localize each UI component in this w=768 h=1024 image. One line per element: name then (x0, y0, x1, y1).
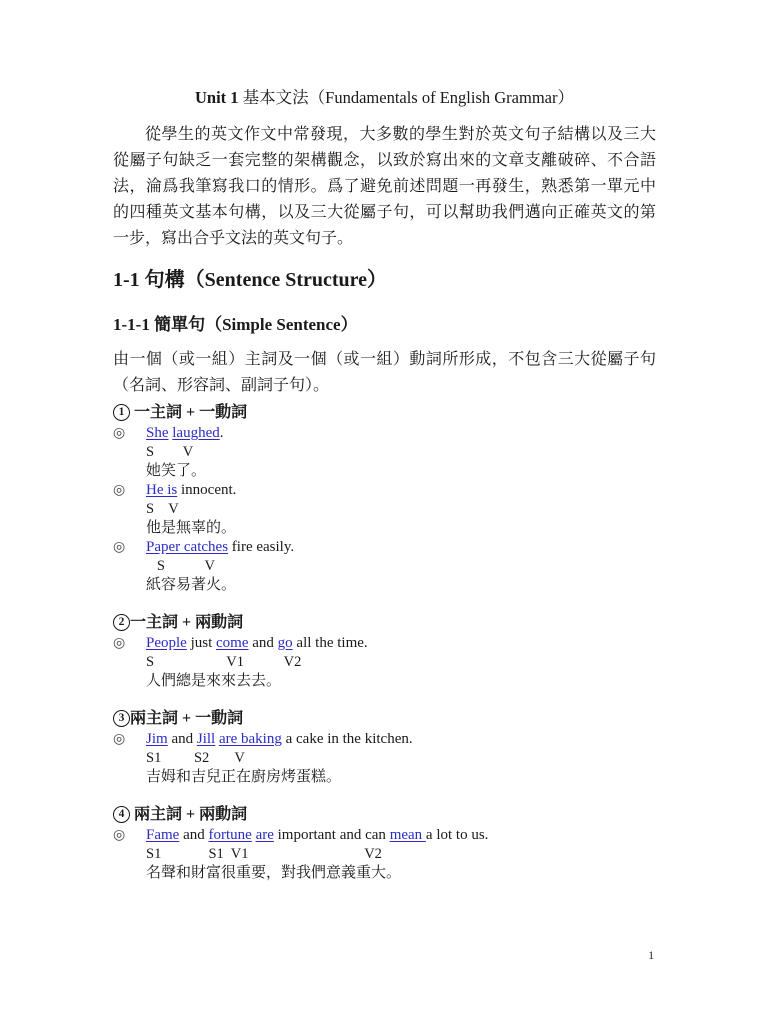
title-en: （Fundamentals of English Grammar） (308, 88, 574, 107)
sentence-text: all the time. (292, 635, 368, 651)
highlighted-word: laughed (172, 425, 220, 441)
example-sentence (146, 730, 413, 749)
translation: 他是無辜的。 (146, 520, 237, 536)
circled-number-icon: 4 (113, 806, 130, 823)
pattern-block-1 (113, 402, 656, 595)
highlighted-word: are (255, 827, 274, 843)
example (113, 634, 656, 691)
title-unit: Unit 1 (194, 88, 239, 107)
page-number: 1 (648, 950, 654, 962)
highlighted-word: come (216, 635, 249, 651)
pattern-block-4 (113, 804, 656, 883)
page-title (113, 86, 656, 110)
example (113, 481, 656, 538)
circled-number-icon: 1 (113, 404, 130, 421)
sentence-text: a cake in the kitchen. (281, 731, 413, 747)
circled-number-icon: 3 (113, 710, 130, 727)
intro-paragraph: 從學生的英文作文中常發現，大多數的學生對於英文句子結構以及三大從屬子句缺乏一套完整的架構觀念，以致於寫出來的文章支離破碎、不合語法，淪爲我筆寫我口的情形。爲了避免前述問題一再發生，熟悉第一單元中的四種英文基本句構，以及三大從屬子句，可以幫助我們邁向正確英文的第一步，寫出合乎文法的英文句子。 (113, 126, 656, 247)
double-circle-bullet-icon: ◎ (113, 732, 126, 747)
example-sentence (146, 538, 294, 557)
example (113, 826, 656, 883)
double-circle-bullet-icon: ◎ (113, 540, 126, 555)
highlighted-word: He is (146, 482, 178, 498)
translation: 人們總是來來去去。 (146, 673, 282, 689)
highlighted-word: go (277, 635, 293, 651)
pattern-heading (113, 708, 656, 729)
highlighted-word: mean (389, 827, 426, 843)
pattern-block-2 (113, 612, 656, 691)
sentence-text: . (219, 425, 224, 441)
pattern-label: 一主詞 + 兩動詞 (130, 614, 244, 631)
grammar-role-labels: S V1 V2 (146, 654, 302, 670)
example (113, 538, 656, 595)
definition-paragraph: 由一個（或一組）主詞及一個（或一組）動詞所形成，不包含三大從屬子句（名詞、形容詞、副詞子句）。 (113, 351, 656, 394)
sentence-text: innocent. (177, 482, 237, 498)
circled-number-icon: 2 (113, 614, 130, 631)
highlighted-word: Fame (146, 827, 180, 843)
example (113, 730, 656, 787)
example-sentence (146, 634, 368, 653)
double-circle-bullet-icon: ◎ (113, 636, 126, 651)
grammar-role-labels: S1 S1 V1 V2 (146, 846, 382, 862)
highlighted-word: Paper catches (146, 539, 229, 555)
example-sentence (146, 826, 488, 845)
title-zh: 基本文法 (238, 88, 309, 107)
highlighted-word: Jim (146, 731, 168, 747)
pattern-heading (113, 612, 656, 633)
highlighted-word: fortune (208, 827, 252, 843)
example (113, 424, 656, 481)
pattern-label: 兩主詞 + 一動詞 (130, 710, 244, 727)
grammar-role-labels: S V (146, 444, 194, 460)
example-sentence (146, 424, 223, 443)
translation: 她笑了。 (146, 463, 207, 479)
sentence-text: and (179, 827, 209, 843)
sentence-text: a lot to us. (425, 827, 489, 843)
grammar-role-labels: S V (146, 501, 179, 517)
pattern-heading (113, 402, 656, 423)
highlighted-word: Jill (196, 731, 216, 747)
pattern-label: 兩主詞 + 兩動詞 (130, 806, 248, 823)
example-sentence (146, 481, 236, 500)
pattern-heading (113, 804, 656, 825)
highlighted-word: People (146, 635, 187, 651)
translation: 紙容易著火。 (146, 577, 237, 593)
highlighted-word: She (146, 425, 169, 441)
double-circle-bullet-icon: ◎ (113, 483, 126, 498)
translation: 吉姆和吉兒正在廚房烤蛋糕。 (146, 769, 342, 785)
double-circle-bullet-icon: ◎ (113, 828, 126, 843)
grammar-role-labels: S V (146, 558, 216, 574)
translation: 名聲和財富很重要，對我們意義重大。 (146, 865, 402, 881)
grammar-role-labels: S1 S2 V (146, 750, 245, 766)
sentence-text: important and can (273, 827, 390, 843)
sentence-text: just (186, 635, 217, 651)
sentence-text: fire easily. (228, 539, 295, 555)
pattern-block-3 (113, 708, 656, 787)
pattern-label: 一主詞 + 一動詞 (130, 404, 248, 421)
sentence-text: and (167, 731, 197, 747)
sentence-text: and (248, 635, 278, 651)
subsection-heading: 1-1-1 簡單句（Simple Sentence） (113, 315, 358, 334)
section-heading: 1-1 句構（Sentence Structure） (113, 269, 388, 291)
highlighted-word: are baking (218, 731, 282, 747)
double-circle-bullet-icon: ◎ (113, 426, 126, 441)
